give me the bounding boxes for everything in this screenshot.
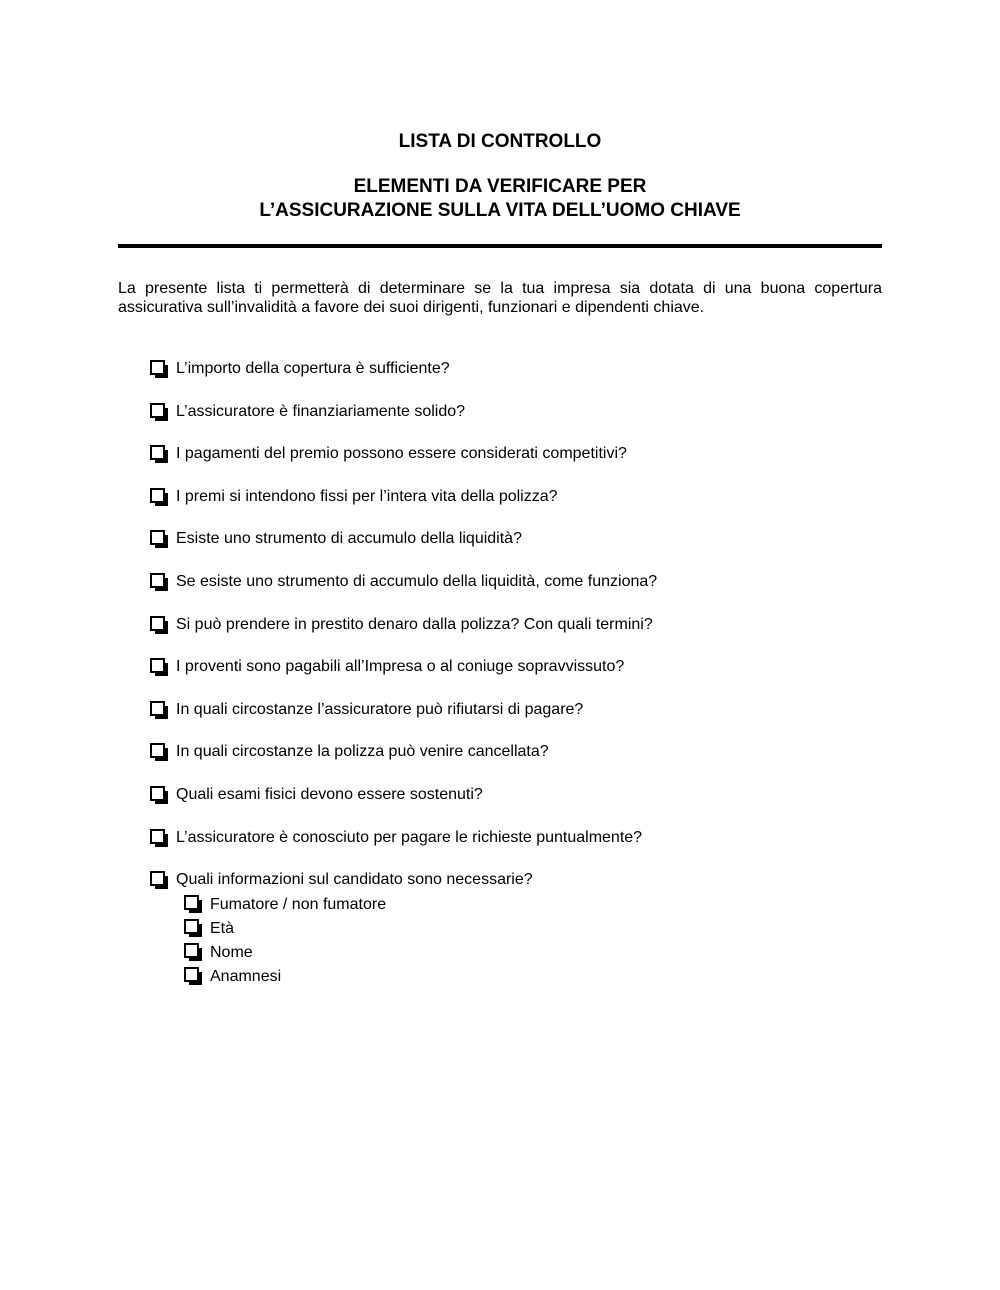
checklist-subitem [182,941,902,965]
checklist-sublist [182,893,902,989]
checkbox-icon[interactable] [150,360,165,375]
checkbox-icon[interactable] [150,829,165,844]
checkbox-icon[interactable] [150,488,165,503]
horizontal-divider [118,244,882,248]
checklist-item-label: Si può prendere in prestito denaro dalla polizza? Con quali termini? [176,615,653,633]
checklist-item-label: Quali informazioni sul candidato sono necessarie? [176,871,533,889]
intro-paragraph: La presente lista ti permetterà di determinare se la tua impresa sia dotata di una buona copertura assicurativa sull’invalidità a favore dei suoi dirigenti, funzionari e dipendenti chiave. [118,280,882,316]
checkbox-icon[interactable] [150,658,165,673]
checklist-item [148,827,868,849]
checklist-item-label: In quali circostanze l’assicuratore può rifiutarsi di pagare? [176,700,584,718]
checkbox-icon[interactable] [150,530,165,545]
checklist [148,358,868,989]
checkbox-icon[interactable] [184,943,199,958]
checkbox-icon[interactable] [150,573,165,588]
checklist-item [148,614,868,636]
checklist-item [148,869,868,891]
checklist-item-label: Quali esami fisici devono essere sostenuti? [176,785,483,803]
checklist-subitem-label: Anamnesi [210,968,282,986]
checklist-item-label: I proventi sono pagabili all’Impresa o al coniuge sopravvissuto? [176,658,625,676]
checklist-item [148,784,868,806]
checklist-subitem [182,893,902,917]
checklist-item-label: I pagamenti del premio possono essere considerati competitivi? [176,445,627,463]
checklist-item-label: L’assicuratore è conosciuto per pagare le richieste puntualmente? [176,828,643,846]
checkbox-icon[interactable] [150,743,165,758]
checklist-item [148,486,868,508]
checklist-item [148,571,868,593]
document-title: LISTA DI CONTROLLO [398,131,602,152]
checklist-item [148,358,868,380]
checklist-subitem [182,917,902,941]
checklist-subitem [182,965,902,989]
checkbox-icon[interactable] [150,445,165,460]
checkbox-icon[interactable] [184,967,199,982]
checklist-subitem-label: Nome [210,944,253,962]
checklist-item-label: Esiste uno strumento di accumulo della liquidità? [176,530,522,548]
subtitle-line-2: L’ASSICURAZIONE SULLA VITA DELL’UOMO CHIAVE [259,200,741,221]
checkbox-icon[interactable] [150,403,165,418]
checklist-item-label: Se esiste uno strumento di accumulo della liquidità, come funziona? [176,572,658,590]
checkbox-icon[interactable] [184,919,199,934]
checklist-item [148,741,868,763]
checklist-subitem-label: Fumatore / non fumatore [210,896,387,914]
checklist-item-label: L’assicuratore è finanziariamente solido? [176,402,466,420]
document-subtitle [118,175,882,223]
checklist-item [148,699,868,721]
checklist-item [148,656,868,678]
checklist-item-label: In quali circostanze la polizza può venire cancellata? [176,743,549,761]
checklist-item-label: I premi si intendono fissi per l’intera vita della polizza? [176,487,558,505]
checkbox-icon[interactable] [150,871,165,886]
checklist-subitem-label: Età [210,920,235,938]
checklist-item [148,528,868,550]
checkbox-icon[interactable] [150,616,165,631]
checklist-item [148,443,868,465]
checklist-item-label: L’importo della copertura è sufficiente? [176,360,450,377]
subtitle-line-1: ELEMENTI DA VERIFICARE PER [353,176,647,197]
checkbox-icon[interactable] [150,701,165,716]
checkbox-icon[interactable] [150,786,165,801]
checkbox-icon[interactable] [184,895,199,910]
checklist-item [148,401,868,423]
